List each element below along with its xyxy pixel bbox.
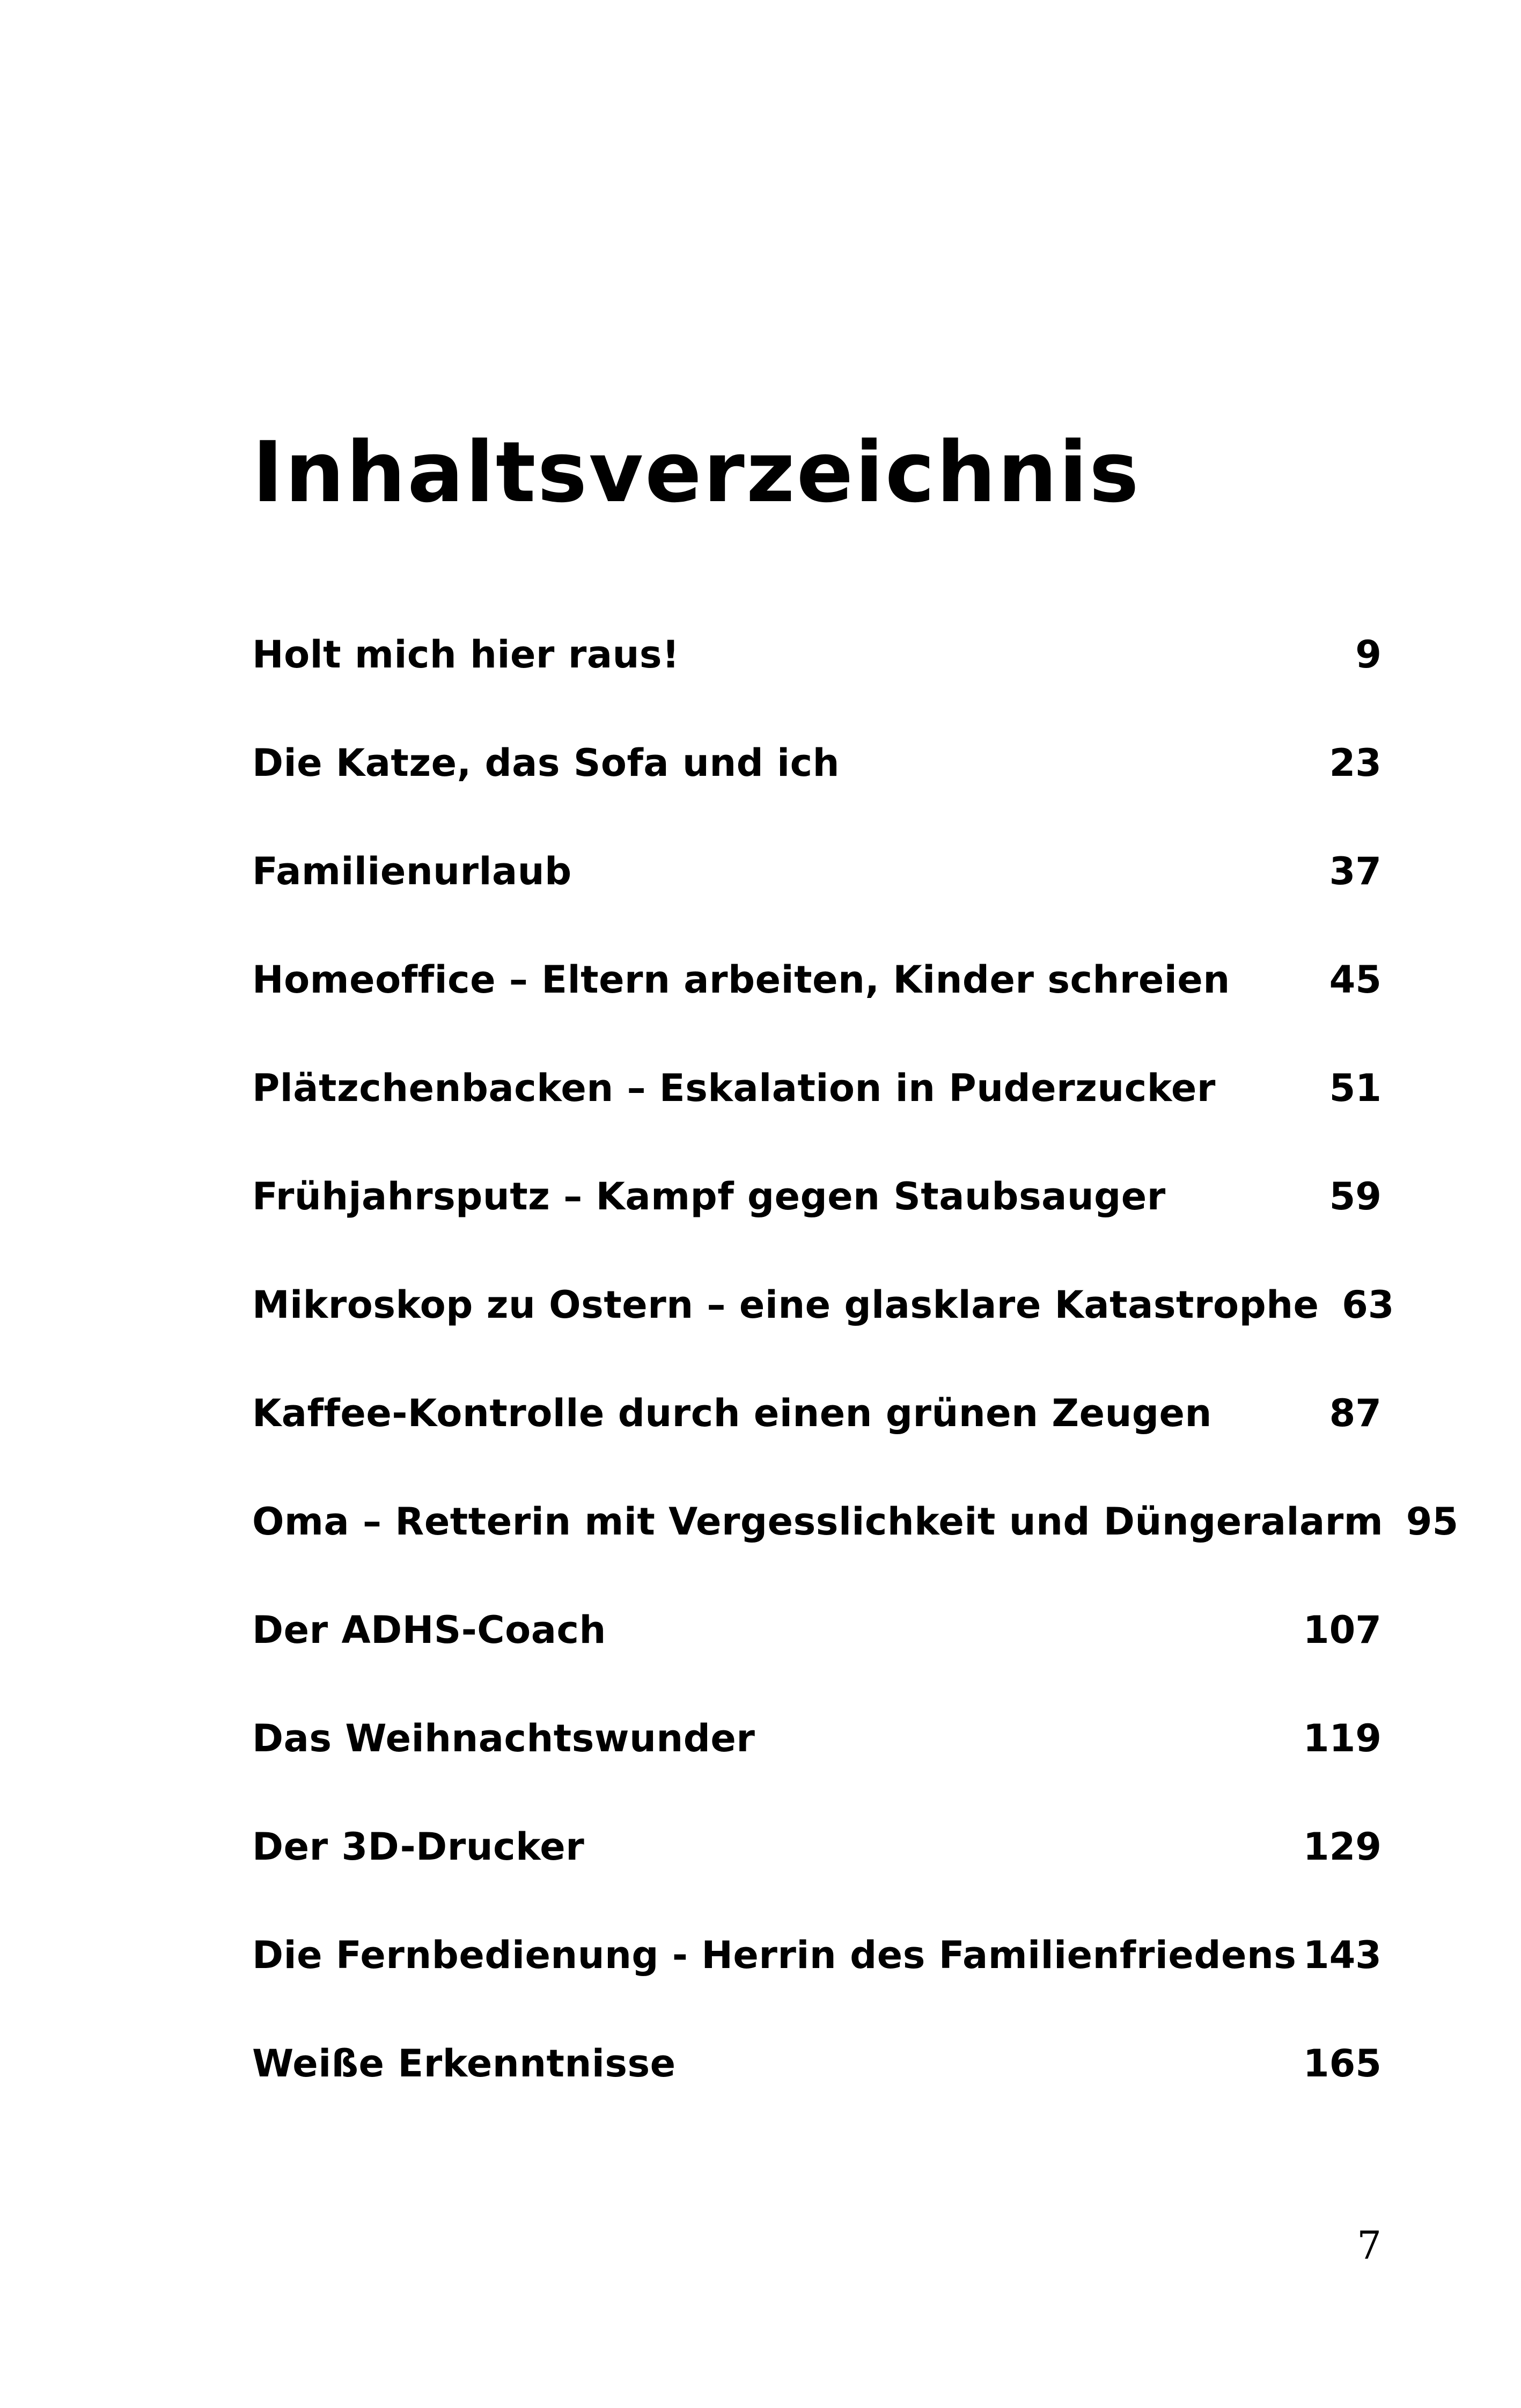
toc-entry <box>252 1926 1382 2034</box>
toc-entry-title: Homeoffice – Eltern arbeiten, Kinder schreien <box>252 958 1230 1002</box>
toc-entry-title: Das Weihnachtswunder <box>252 1716 755 1760</box>
toc-entry-page: 59 <box>1329 1174 1382 1218</box>
toc-entry-page: 63 <box>1342 1283 1394 1327</box>
toc-entry-page: 9 <box>1355 633 1382 677</box>
toc-entry-page: 119 <box>1303 1716 1382 1760</box>
toc-entry <box>252 950 1382 1059</box>
toc-entry-page: 87 <box>1329 1391 1382 1435</box>
toc-entry-page: 165 <box>1303 2042 1382 2086</box>
page-number: 7 <box>1357 2223 1382 2268</box>
toc-entry-title: Mikroskop zu Ostern – eine glasklare Katastrophe <box>252 1283 1319 1327</box>
toc-entry <box>252 1275 1394 1384</box>
toc-entry <box>252 1167 1382 1275</box>
toc-entry-page: 107 <box>1303 1608 1382 1652</box>
toc-entry <box>252 2034 1382 2142</box>
toc-entry-title: Weiße Erkenntnisse <box>252 2042 676 2086</box>
toc-entry-title: Der 3D-Drucker <box>252 1825 585 1869</box>
toc-entry-title: Plätzchenbacken – Eskalation in Puderzucker <box>252 1066 1216 1110</box>
toc-entry-title: Oma – Retterin mit Vergesslichkeit und Düngeralarm <box>252 1500 1384 1544</box>
toc-list <box>252 625 1459 2142</box>
toc-entry <box>252 1492 1459 1601</box>
toc-entry-page: 37 <box>1329 849 1382 893</box>
toc-entry-page: 45 <box>1329 958 1382 1002</box>
toc-entry <box>252 1059 1382 1167</box>
toc-entry <box>252 842 1382 950</box>
toc-entry-title: Der ADHS-Coach <box>252 1608 606 1652</box>
toc-entry-page: 95 <box>1406 1500 1459 1544</box>
toc-entry-title: Familienurlaub <box>252 849 572 893</box>
toc-entry-page: 23 <box>1329 741 1382 785</box>
toc-entry <box>252 1384 1382 1492</box>
toc-entry-title: Die Fernbedienung - Herrin des Familienfriedens <box>252 1933 1297 1977</box>
toc-entry <box>252 733 1382 842</box>
toc-entry <box>252 1817 1382 1926</box>
toc-entry <box>252 625 1382 733</box>
toc-entry-title: Kaffee-Kontrolle durch einen grünen Zeugen <box>252 1391 1212 1435</box>
toc-entry-title: Holt mich hier raus! <box>252 633 680 677</box>
toc-heading: Inhaltsverzeichnis <box>252 423 1141 521</box>
toc-entry <box>252 1601 1382 1709</box>
toc-entry <box>252 1709 1382 1817</box>
toc-entry-title: Frühjahrsputz – Kampf gegen Staubsauger <box>252 1174 1166 1218</box>
toc-entry-title: Die Katze, das Sofa und ich <box>252 741 840 785</box>
toc-entry-page: 143 <box>1303 1933 1382 1977</box>
toc-entry-page: 129 <box>1303 1825 1382 1869</box>
toc-entry-page: 51 <box>1329 1066 1382 1110</box>
